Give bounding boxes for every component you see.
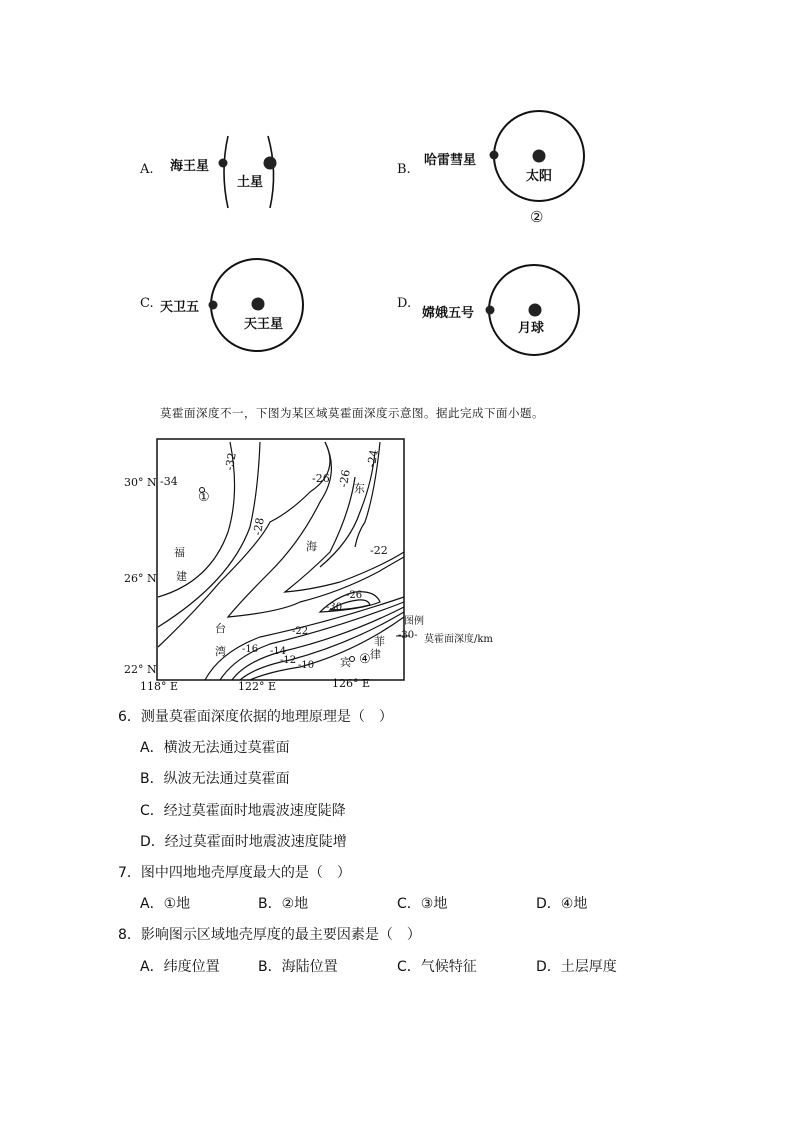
diagram-c (205, 255, 305, 355)
moon-label: 月球 (518, 321, 545, 336)
sun-label: 太阳 (526, 169, 553, 184)
legend-title: 图例 (404, 616, 424, 627)
q8-option-d[interactable]: D．土层厚度 (536, 959, 617, 975)
question-number: 6． (118, 709, 141, 725)
question-text: 图中四地地壳厚度最大的是（ ） (140, 865, 351, 881)
probe-label: 嫦娥五号 (422, 306, 475, 321)
contour-label: -10 (298, 660, 315, 671)
neptune-label: 海王星 (170, 159, 210, 174)
option-c-label: C. (140, 296, 154, 311)
contour-label: -14 (270, 646, 287, 657)
place-name: 宾 (340, 656, 351, 669)
uranus-label: 天王星 (244, 317, 284, 332)
saturn-dot (264, 157, 277, 170)
place-name: 福 (174, 546, 185, 559)
question-number: 8． (118, 927, 141, 943)
orbit-line-1 (224, 136, 228, 208)
lon-118: 118° E (140, 680, 179, 693)
q6-option-b[interactable]: B．纵波无法通过莫霍面 (140, 771, 290, 787)
lat-26: 26° N (124, 572, 157, 585)
place-name: 菲 (374, 635, 385, 648)
lat-30: 30° N (124, 476, 157, 489)
q8-option-c[interactable]: C．气候特征 (397, 959, 477, 975)
lon-126: 126° E (332, 677, 371, 690)
question-text: 测量莫霍面深度依据的地理原理是（ ） (140, 709, 393, 725)
option-a-label: A. (140, 162, 154, 177)
contour-label: -26 (346, 590, 363, 601)
q8-option-b[interactable]: B．海陆位置 (258, 959, 338, 975)
q7-option-b[interactable]: B．②地 (258, 896, 309, 912)
place-name: 建 (176, 570, 187, 583)
comet-dot (490, 151, 499, 160)
q6-option-c[interactable]: C．经过莫霍面时地震波速度陡降 (140, 803, 346, 819)
place-name: 海 (306, 540, 317, 553)
diagram-b (480, 100, 590, 210)
lon-122: 122° E (238, 680, 277, 693)
legend-text: 莫霍面深度/km (424, 634, 493, 645)
question-7 (118, 862, 351, 882)
contour-label: -24 (364, 448, 381, 469)
place-name: 律 (370, 648, 381, 661)
contour-label: -34 (160, 475, 178, 488)
question-8 (118, 924, 421, 944)
place-name: 台 (215, 622, 226, 635)
marker-2: ② (530, 208, 544, 226)
q6-option-d[interactable]: D．经过莫霍面时地震波速度陡增 (140, 834, 347, 850)
contour-label: -12 (280, 655, 297, 666)
map-frame (157, 439, 404, 680)
contour-label: -32 (222, 451, 239, 472)
contour-label: -26 (336, 468, 353, 489)
place-name: 湾 (215, 645, 226, 658)
point-1-label: ① (198, 490, 210, 505)
contour-label: -16 (242, 644, 259, 655)
question-number: 7． (118, 865, 141, 881)
contour-label: -22 (370, 544, 388, 557)
q6-option-a[interactable]: A．横波无法通过莫霍面 (140, 740, 290, 756)
question-6 (118, 706, 393, 726)
question-text: 影响图示区域地壳厚度的最主要因素是（ ） (140, 927, 421, 943)
point-4-label: ④ (359, 652, 371, 667)
orbit-line-2 (268, 136, 274, 208)
miranda-dot (209, 301, 218, 310)
place-name: 东 (354, 482, 365, 495)
contour-label: -26 (312, 472, 330, 485)
q8-option-a[interactable]: A．纬度位置 (140, 959, 220, 975)
intro-text: 莫霍面深度不一，下图为某区域莫霍面深度示意图。据此完成下面小题。 (160, 406, 544, 420)
contour-label: -22 (292, 626, 309, 637)
option-d-label: D. (397, 296, 412, 311)
sun-dot (533, 150, 546, 163)
q7-option-a[interactable]: A．①地 (140, 896, 191, 912)
q7-option-c[interactable]: C．③地 (397, 896, 448, 912)
contour-label: -30 (326, 602, 343, 613)
uranus-dot (252, 298, 265, 311)
miranda-label: 天卫五 (160, 300, 200, 315)
legend-value: -30- (398, 630, 418, 641)
moon-dot (529, 304, 542, 317)
lat-22: 22° N (124, 663, 157, 676)
diagram-d (485, 260, 581, 360)
comet-label: 哈雷彗星 (424, 153, 477, 168)
saturn-label: 土星 (237, 175, 264, 190)
option-b-label: B. (397, 162, 411, 177)
contour-label: -28 (250, 516, 267, 537)
neptune-dot (219, 159, 228, 168)
q7-option-d[interactable]: D．④地 (536, 896, 588, 912)
probe-dot (486, 306, 495, 315)
